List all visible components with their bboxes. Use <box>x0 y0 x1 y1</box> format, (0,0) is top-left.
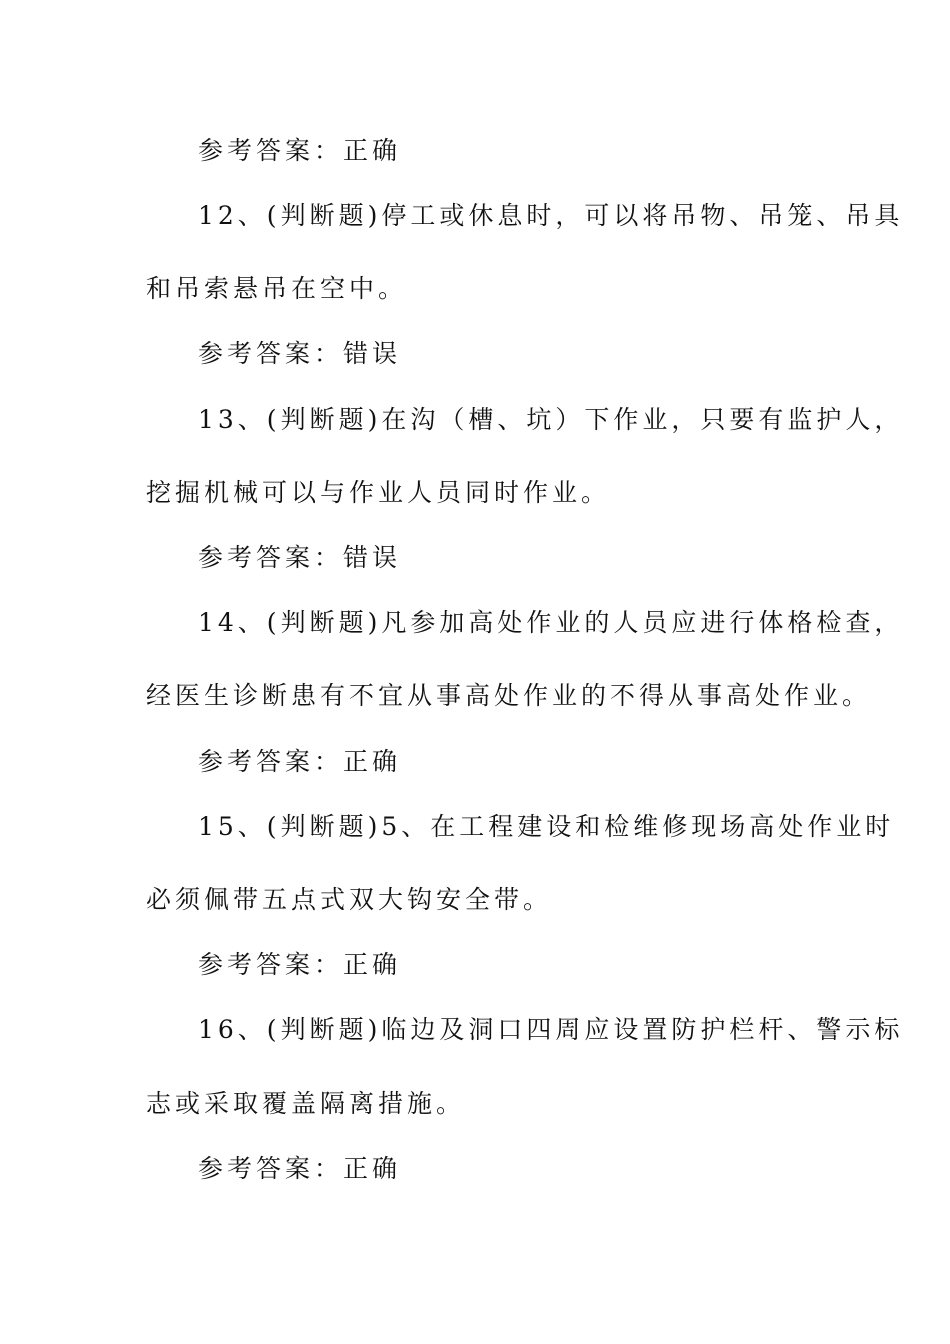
answer-13-text: 参考答案：错误 <box>198 543 402 572</box>
answer-12-text: 参考答案：错误 <box>198 339 402 368</box>
question-15-line-1: 15、(判断题)5、在工程建设和检维修现场高处作业时 <box>198 812 895 841</box>
question-13-line-2: 挖掘机械可以与作业人员同时作业。 <box>146 478 611 507</box>
answer-14-text: 参考答案：正确 <box>198 747 402 776</box>
question-13-line-1: 13、(判断题)在沟（槽、坑）下作业，只要有监护人， <box>198 405 904 434</box>
question-16-line-2: 志或采取覆盖隔离措施。 <box>146 1089 466 1118</box>
question-12-line-1: 12、(判断题)停工或休息时，可以将吊物、吊笼、吊具 <box>198 201 904 230</box>
question-12-line-2: 和吊索悬吊在空中。 <box>146 274 408 303</box>
question-14-line-1: 14、(判断题)凡参加高处作业的人员应进行体格检查， <box>198 608 904 637</box>
question-15-line-2: 必须佩带五点式双大钩安全带。 <box>146 885 553 914</box>
question-14-line-2: 经医生诊断患有不宜从事高处作业的不得从事高处作业。 <box>146 681 872 710</box>
answer-text: 参考答案：正确 <box>198 136 402 165</box>
answer-16-text: 参考答案：正确 <box>198 1154 402 1183</box>
answer-15-text: 参考答案：正确 <box>198 950 402 979</box>
question-16-line-1: 16、(判断题)临边及洞口四周应设置防护栏杆、警示标 <box>198 1015 904 1044</box>
